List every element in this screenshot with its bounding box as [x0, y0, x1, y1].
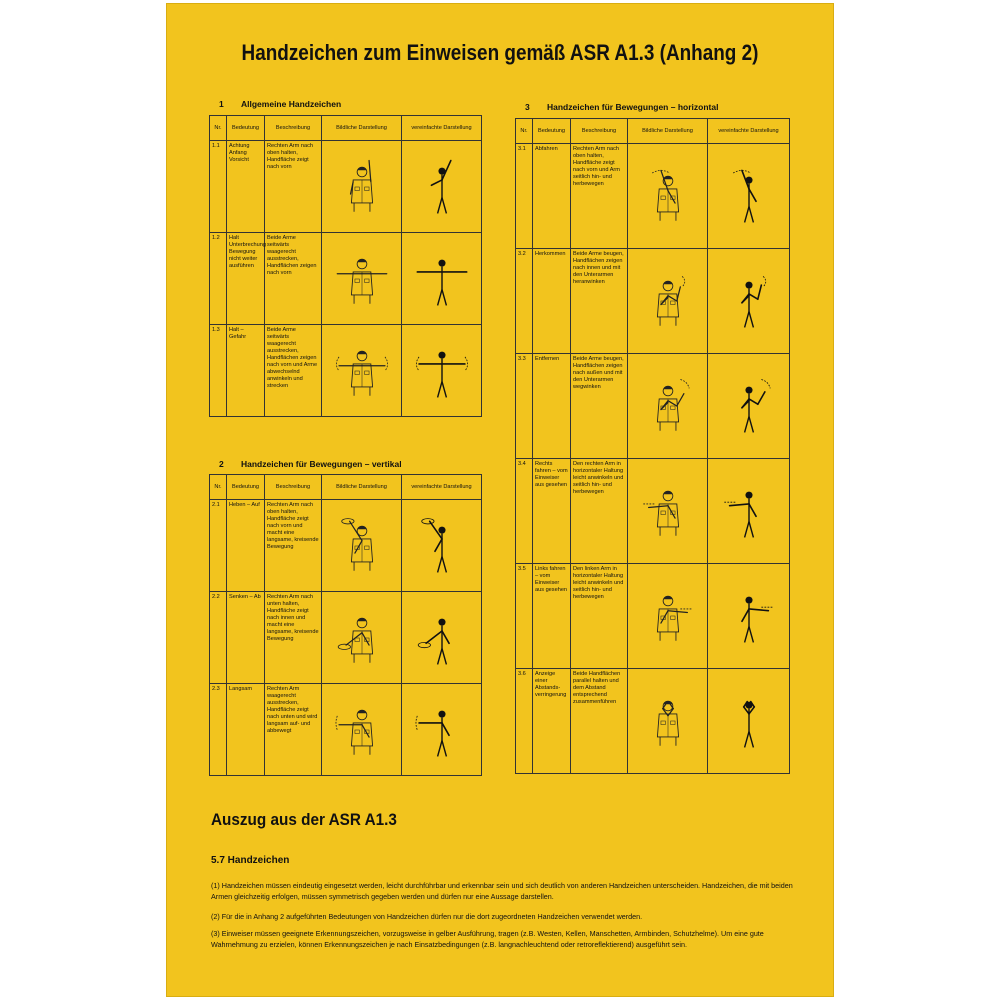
column-header-nr: Nr. [210, 116, 227, 141]
cell-beschreibung: Beide Arme seitwärts waagerecht ausstrecken, Handflächen zeigen nach vorn [265, 233, 322, 325]
column-header-nr: Nr. [210, 475, 227, 500]
section-5-7-heading: 5.7 Handzeichen [211, 855, 290, 866]
cell-nr: 2.2 [210, 592, 227, 684]
cell-nr: 2.3 [210, 684, 227, 776]
table-row [516, 249, 790, 354]
table-row [516, 144, 790, 249]
table-row [210, 592, 482, 684]
pictogram-worker-icon [628, 564, 708, 669]
column-header-beschreibung: Beschreibung [265, 116, 322, 141]
cell-bedeutung: Herkommen [533, 249, 571, 354]
cell-nr: 1.2 [210, 233, 227, 325]
cell-beschreibung: Rechten Arm nach oben halten, Handfläche zeigt nach vorn und Arm seitlich hin- und herbewegen [571, 144, 628, 249]
cell-bedeutung: Entfernen [533, 354, 571, 459]
pictogram-stick-figure-icon [402, 592, 482, 684]
column-header-bedeutung: Bedeutung [533, 119, 571, 144]
table-section-3 [515, 118, 790, 774]
cell-bedeutung: Achtung Anfang Vorsicht [227, 141, 265, 233]
paragraph-1: (1) Handzeichen müssen eindeutig eingesetzt werden, leicht durchführbar und erkennbar sein und sich deutlich von anderen Handzeichen unterscheiden. Handzeichen, die mit beiden Armen gleichzeitig erfolgen, müssen symmetrisch gegeben werden und dürfen nur eine Aussage darstellen. [211, 881, 793, 901]
pictogram-worker-icon [322, 233, 402, 325]
table-row [516, 354, 790, 459]
pictogram-stick-figure-icon [402, 684, 482, 776]
cell-beschreibung: Den linken Arm in horizontaler Haltung leicht anwinkeln und seitlich hin- und herbewegen [571, 564, 628, 669]
pictogram-worker-icon [322, 325, 402, 417]
cell-bedeutung: Senken – Ab [227, 592, 265, 684]
cell-beschreibung: Den rechten Arm in horizontaler Haltung leicht anwinkeln und seitlich hin- und herbewegen [571, 459, 628, 564]
cell-beschreibung: Rechten Arm waagerecht ausstrecken, Handfläche zeigt nach unten und wird langsam auf- und abbewegt [265, 684, 322, 776]
cell-nr: 1.1 [210, 141, 227, 233]
sign-board [167, 4, 833, 996]
cell-bedeutung: Halt Unterbrechung Bewegung nicht weiter ausführen [227, 233, 265, 325]
cell-nr: 3.4 [516, 459, 533, 564]
table-section-1 [209, 115, 482, 417]
cell-beschreibung: Rechten Arm nach oben halten, Handfläche zeigt nach vorn [265, 141, 322, 233]
column-header-bildlich: Bildliche Darstellung [322, 116, 402, 141]
cell-beschreibung: Beide Arme beugen, Handflächen zeigen nach innen und mit den Unterarmen heranwinken [571, 249, 628, 354]
table-row [210, 325, 482, 417]
cell-bedeutung: Abfahren [533, 144, 571, 249]
pictogram-worker-icon [322, 141, 402, 233]
column-header-bildlich: Bildliche Darstellung [322, 475, 402, 500]
pictogram-stick-figure-icon [402, 325, 482, 417]
column-header-vereinfacht: vereinfachte Darstellung [402, 116, 482, 141]
auszug-heading: Auszug aus der ASR A1.3 [211, 810, 397, 829]
pictogram-stick-figure-icon [708, 249, 790, 354]
cell-nr: 3.1 [516, 144, 533, 249]
column-header-beschreibung: Beschreibung [265, 475, 322, 500]
cell-nr: 3.5 [516, 564, 533, 669]
pictogram-worker-icon [322, 500, 402, 592]
column-header-beschreibung: Beschreibung [571, 119, 628, 144]
table-row [516, 459, 790, 564]
cell-nr: 2.1 [210, 500, 227, 592]
cell-bedeutung: Heben – Auf [227, 500, 265, 592]
pictogram-worker-icon [628, 354, 708, 459]
pictogram-worker-icon [322, 592, 402, 684]
cell-beschreibung: Beide Arme beugen, Handflächen zeigen nach außen und mit den Unterarmen wegwinken [571, 354, 628, 459]
table-row [210, 141, 482, 233]
table-row [210, 500, 482, 592]
column-header-vereinfacht: vereinfachte Darstellung [402, 475, 482, 500]
cell-beschreibung: Rechten Arm nach unten halten, Handfläche zeigt nach innen und macht eine langsame, kreisende Bewegung [265, 592, 322, 684]
pictogram-stick-figure-icon [708, 144, 790, 249]
pictogram-stick-figure-icon [708, 669, 790, 774]
pictogram-worker-icon [322, 684, 402, 776]
column-header-bildlich: Bildliche Darstellung [628, 119, 708, 144]
cell-bedeutung: Links fahren – vom Einweiser aus gesehen [533, 564, 571, 669]
cell-beschreibung: Rechten Arm nach oben halten, Handfläche zeigt nach vorn und macht eine langsame, kreisende Bewegung [265, 500, 322, 592]
pictogram-worker-icon [628, 669, 708, 774]
cell-nr: 3.6 [516, 669, 533, 774]
cell-nr: 3.2 [516, 249, 533, 354]
table-row [210, 233, 482, 325]
section-1-heading: 1 Allgemeine Handzeichen [219, 99, 342, 109]
table-row [516, 564, 790, 669]
pictogram-worker-icon [628, 249, 708, 354]
column-header-nr: Nr. [516, 119, 533, 144]
table-header-row [516, 119, 790, 144]
pictogram-worker-icon [628, 144, 708, 249]
cell-beschreibung: Beide Arme seitwärts waagerecht ausstrecken, Handflächen zeigen nach vorn und Arme abwechselnd anwinkeln und strecken [265, 325, 322, 417]
paragraph-2: (2) Für die in Anhang 2 aufgeführten Bedeutungen von Handzeichen dürfen nur die dort zugeordneten Handzeichen verwendet werden. [211, 912, 643, 921]
cell-nr: 3.3 [516, 354, 533, 459]
pictogram-worker-icon [628, 459, 708, 564]
pictogram-stick-figure-icon [708, 564, 790, 669]
cell-nr: 1.3 [210, 325, 227, 417]
table-section-2 [209, 474, 482, 776]
section-3-heading: 3 Handzeichen für Bewegungen – horizontal [525, 102, 719, 112]
page-title: Handzeichen zum Einweisen gemäß ASR A1.3 (Anhang 2) [241, 40, 759, 65]
pictogram-stick-figure-icon [402, 141, 482, 233]
cell-bedeutung: Halt – Gefahr [227, 325, 265, 417]
pictogram-stick-figure-icon [402, 500, 482, 592]
column-header-bedeutung: Bedeutung [227, 475, 265, 500]
cell-bedeutung: Rechts fahren – vom Einweiser aus gesehen [533, 459, 571, 564]
pictogram-stick-figure-icon [708, 354, 790, 459]
cell-beschreibung: Beide Handflächen parallel halten und dem Abstand entsprechend zusammenführen [571, 669, 628, 774]
column-header-vereinfacht: vereinfachte Darstellung [708, 119, 790, 144]
table-row [210, 684, 482, 776]
table-header-row [210, 116, 482, 141]
pictogram-stick-figure-icon [402, 233, 482, 325]
column-header-bedeutung: Bedeutung [227, 116, 265, 141]
cell-bedeutung: Langsam [227, 684, 265, 776]
cell-bedeutung: Anzeige einer Abstands-verringerung [533, 669, 571, 774]
pictogram-stick-figure-icon [708, 459, 790, 564]
table-row [516, 669, 790, 774]
section-2-heading: 2 Handzeichen für Bewegungen – vertikal [219, 459, 402, 469]
table-header-row [210, 475, 482, 500]
paragraph-3: (3) Einweiser müssen geeignete Erkennungszeichen, vorzugsweise in gelber Ausführung, tragen (z.B. Westen, Kellen, Manschetten, Armbinden, Schutzhelme). Um eine gute Wahrnehmung zu erzielen, können Erkennungszeichen je nach Einsatzbedingungen (z.B. langnachleuchtend oder retroreflektierend) ausgeführt sein. [211, 929, 764, 949]
